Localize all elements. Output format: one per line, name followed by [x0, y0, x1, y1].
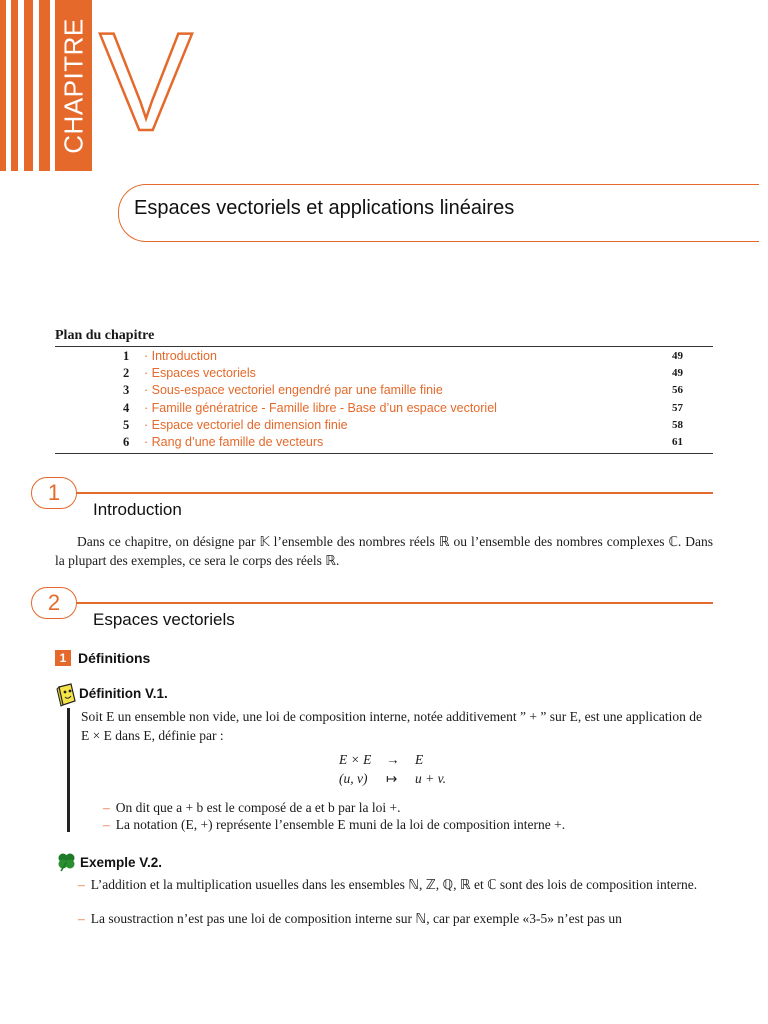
- plan-item[interactable]: [55, 417, 713, 434]
- plan-item-page: 56: [672, 384, 683, 397]
- plan-item-page: 58: [672, 418, 683, 431]
- subsection-title: Définitions: [78, 650, 151, 666]
- plan-item-number: 4: [123, 400, 130, 415]
- intro-paragraph: Dans ce chapitre, on désigne par 𝕂 l’ensemble des nombres réels ℝ ou l’ensemble des nombres complexes ℂ. Dans la plupart des exemples, ce sera le corps des réels ℝ.: [55, 534, 713, 568]
- plan-item[interactable]: [55, 348, 713, 365]
- plan-item-number: 2: [123, 366, 130, 381]
- plan-item-page: 57: [672, 401, 683, 414]
- example-bullet: La soustraction n’est pas une loi de composition interne sur ℕ, car par exemple «3-5» n’est pas un: [90, 911, 622, 926]
- plan-item-page: 61: [672, 435, 683, 448]
- section-number-badge: 1: [31, 477, 77, 509]
- plan-item[interactable]: [55, 434, 713, 451]
- list-item: – La notation (E, +) représente l’ensemble E muni de la loi de composition interne +.: [103, 817, 566, 832]
- list-item: – La soustraction n’est pas une loi de composition interne sur ℕ, car par exemple «3-5» n’est pas un: [78, 911, 622, 926]
- plan-list: [55, 348, 713, 451]
- chapter-number: [96, 28, 196, 136]
- chapter-label: CHAPITRE: [58, 17, 88, 154]
- chapter-title: Espaces vectoriels et applications linéaires: [134, 197, 515, 219]
- plan-title: Plan du chapitre: [55, 328, 155, 343]
- example-bullet: L’addition et la multiplication usuelles dans les ensembles ℕ, ℤ, ℚ, ℝ et ℂ sont des lois de composition interne.: [90, 877, 698, 892]
- clover-icon: [55, 852, 79, 872]
- chapter-stripes: [0, 0, 60, 171]
- plan-item[interactable]: [55, 365, 713, 382]
- plan-item-number: 1: [123, 349, 130, 363]
- plan-item-page: 49: [672, 367, 683, 380]
- plan-item[interactable]: [55, 400, 713, 417]
- map-arrow: →: [386, 752, 400, 767]
- section-title: Espaces vectoriels: [93, 610, 235, 629]
- plan-item-link[interactable]: · Espace vectoriel de dimension finie: [144, 417, 348, 432]
- plan-item-number: 3: [123, 383, 130, 398]
- plan-item-link[interactable]: · Sous-espace vectoriel engendré par une famille finie: [144, 383, 443, 398]
- plan-rule-bottom: [55, 453, 713, 454]
- plan-item-link[interactable]: · Espaces vectoriels: [144, 366, 256, 381]
- list-item: – On dit que a + b est le composé de a et b par la loi +.: [103, 800, 401, 815]
- plan-item-link[interactable]: · Rang d’une famille de vecteurs: [144, 434, 324, 449]
- section-rule: [75, 602, 713, 604]
- definition-bullet: On dit que a + b est le composé de a et b par la loi +.: [115, 800, 401, 815]
- svg-text:V: V: [99, 28, 193, 136]
- plan-rule-top: [55, 346, 713, 347]
- plan-item-link[interactable]: · Famille génératrice - Famille libre - Base d’un espace vectoriel: [144, 400, 497, 415]
- map-domain: E × E: [339, 752, 372, 767]
- plan-item-number: 6: [123, 434, 130, 449]
- plan-item-number: 5: [123, 417, 130, 432]
- plan-item[interactable]: [55, 382, 713, 399]
- map-element: (u, v): [339, 771, 368, 786]
- section-title: Introduction: [93, 500, 182, 519]
- definition-title: Définition V.1.: [79, 686, 168, 701]
- subsection-number-badge: 1: [55, 650, 71, 666]
- definition-bullet: La notation (E, +) représente l’ensemble E muni de la loi de composition interne +.: [115, 817, 566, 832]
- plan-item-link[interactable]: · Introduction: [144, 349, 217, 363]
- list-item: – L’addition et la multiplication usuelles dans les ensembles ℕ, ℤ, ℚ, ℝ et ℂ sont des lois de composition interne.: [78, 877, 698, 892]
- section-number-badge: 2: [31, 587, 77, 619]
- section-rule: [75, 492, 713, 494]
- example-title: Exemple V.2.: [80, 855, 163, 870]
- map-image: u + v.: [415, 771, 446, 786]
- definition-text: Soit E un ensemble non vide, une loi de composition interne, notée additivement ” + ” sur E, est une application de E × E dans E, définie par :: [81, 709, 702, 743]
- map-mapsto: ↦: [386, 771, 398, 786]
- book-icon: [56, 683, 78, 707]
- definition-bar: [67, 708, 70, 832]
- map-codomain: E: [415, 752, 424, 767]
- plan-item-page: 49: [672, 350, 683, 362]
